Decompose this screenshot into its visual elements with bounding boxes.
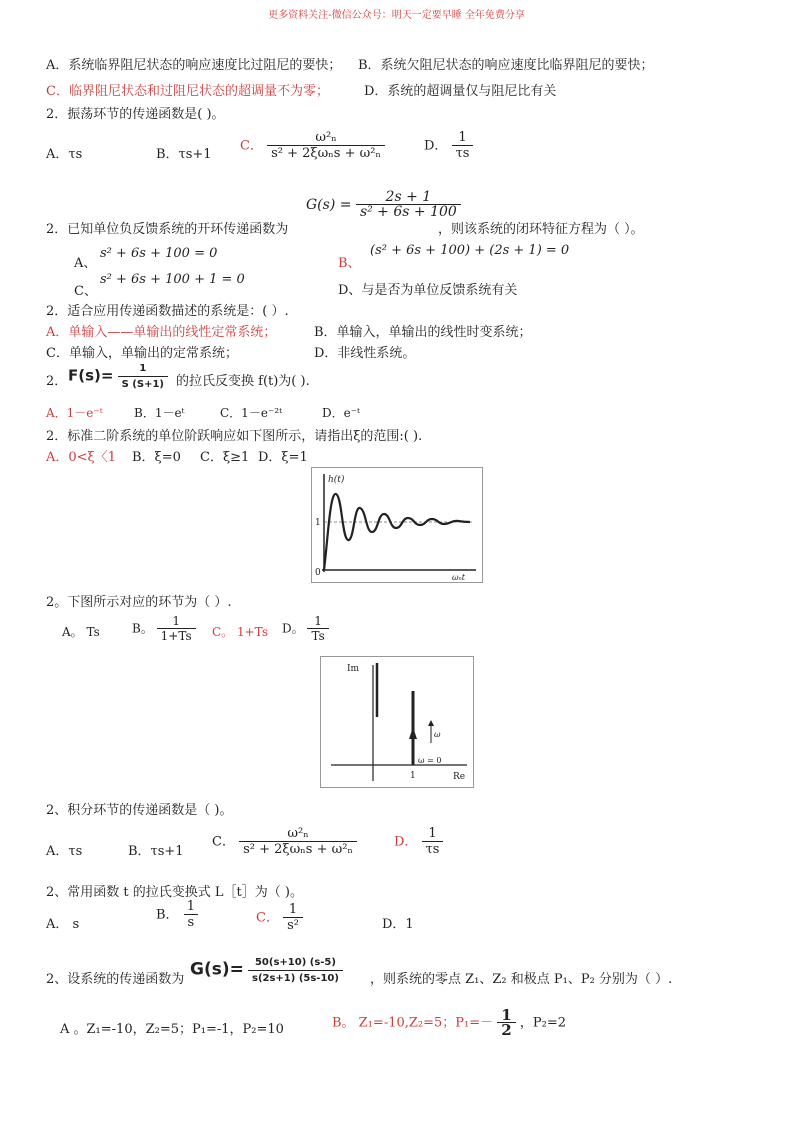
q9-option-b-post: ，P₂=2: [519, 1015, 566, 1031]
q7-option-c-denominator: s² + 2ξωₙs + ω²ₙ: [239, 841, 357, 857]
q3-option-a: A．单输入——单输出的线性定常系统；: [46, 325, 277, 340]
q8-option-c-label: C．: [256, 910, 279, 926]
page-header: 更多资料关注-微信公众号：明天一定要早睡 全年免费分享: [268, 10, 525, 21]
q4-option-d: D．e⁻ᵗ: [322, 406, 361, 420]
q2-tf-denominator: s² + 6s + 100: [356, 204, 461, 220]
q7-option-b: B．τs+1: [128, 844, 184, 859]
q6-option-d-fraction: [307, 614, 328, 644]
q7-option-c-fraction: [239, 827, 357, 857]
q9-g-denominator: s(2s+1) (5s-10): [248, 970, 343, 986]
origin-label: 0: [315, 568, 321, 578]
q8-option-b-fraction: [183, 900, 199, 930]
q9-transfer-function: [190, 956, 343, 986]
q8-option-c-fraction: [283, 903, 303, 933]
q7-option-a: A．τs: [46, 844, 83, 859]
real-axis-label: Re: [453, 772, 466, 782]
level-one-label: 1: [315, 518, 321, 528]
q2-stem-pre: 2．已知单位负反馈系统的开环传递函数为: [46, 222, 289, 237]
q8-option-b-numerator: 1: [186, 899, 195, 914]
q4-stem-post: 的拉氏反变换 f(t)为( ).: [176, 374, 310, 389]
q2-option-d: D、与是否为单位反馈系统有关: [338, 283, 518, 298]
q7-option-d-numerator: 1: [428, 826, 437, 841]
q9-option-b-fraction: [497, 1008, 515, 1038]
q2-stem-post: ，则该系统的闭环特征方程为（ ）。: [438, 222, 644, 237]
q3-stem: 2．适合应用传递函数描述的系统是：( ）.: [46, 304, 289, 319]
q0-option-b: B．系统欠阻尼状态的响应速度比临界阻尼的要快；: [358, 58, 654, 73]
q1-option-c: [240, 131, 385, 161]
q5-option-c: C．ξ≥1: [200, 450, 250, 465]
q2-tf-fraction: [356, 190, 461, 220]
q3-option-d: D．非线性系统。: [314, 346, 416, 361]
q6-option-b-denominator: 1+Ts: [157, 628, 196, 644]
q1-option-d-denominator: τs: [452, 145, 474, 161]
q3-option-c: C．单输入，单输出的定常系统；: [46, 346, 238, 361]
q4-number: 2．: [46, 374, 68, 389]
q8-option-d: D．1: [382, 917, 414, 932]
q6-option-d-label: D。: [282, 621, 304, 636]
q2-option-c: s² + 6s + 100 + 1 = 0: [100, 272, 245, 287]
q9-g-numerator: 50(s+10) (s-5): [254, 957, 336, 968]
q4-f-numerator: 1: [139, 363, 147, 374]
q5-option-b: B．ξ=0: [132, 450, 181, 465]
q7-option-d: [394, 827, 443, 857]
q7-option-c-label: C．: [212, 834, 235, 850]
q2-option-a-label: A、: [74, 256, 97, 271]
imag-axis-label: Im: [347, 664, 360, 674]
q5-option-a: A．0<ξ〈1: [46, 450, 116, 465]
nyquist-figure: [320, 656, 474, 788]
q9-g-lhs: G(s)=: [190, 959, 244, 980]
q7-option-d-label: D．: [394, 834, 418, 850]
q4-option-b: B．1－eᵗ: [134, 406, 185, 420]
q9-option-b: [332, 1008, 566, 1038]
q7-option-c-numerator: ω²ₙ: [287, 826, 309, 841]
q1-option-d: [424, 131, 473, 161]
q0-option-a: A．系统临界阻尼状态的响应速度比过阻尼的要快；: [46, 58, 342, 73]
q4-option-c: C．1－e⁻²ᵗ: [220, 406, 283, 420]
q4-f-lhs: F(s)=: [68, 366, 114, 385]
q1-option-c-denominator: s² + 2ξωₙs + ω²ₙ: [267, 145, 385, 161]
q0-option-d: D．系统的超调量仅与阻尼比有关: [364, 84, 557, 99]
q8-option-b-label: B．: [156, 907, 179, 923]
q3-option-b: B．单输入，单输出的线性时变系统；: [314, 325, 532, 340]
q6-option-d: [282, 614, 329, 644]
q9-g-fraction: [248, 956, 343, 986]
q1-option-d-numerator: 1: [458, 130, 467, 145]
q2-option-c-label: C、: [74, 284, 97, 299]
step-response-figure: [311, 467, 483, 583]
q4-f-denominator: S (S+1): [118, 376, 168, 392]
q6-option-b-label: B。: [132, 621, 153, 636]
q6-option-d-denominator: Ts: [307, 628, 328, 644]
q9-stem-pre: 2、设系统的传递函数为: [46, 972, 185, 987]
q2-option-b-label: B、: [338, 256, 361, 271]
response-curve: [324, 494, 470, 570]
q8-option-b-denominator: s: [184, 914, 199, 930]
q5-stem: 2．标准二阶系统的单位阶跃响应如下图所示，请指出ξ的范围:( ).: [46, 429, 423, 444]
x-axis-label: ωₙt: [452, 573, 465, 582]
q8-stem: 2、常用函数 t 的拉氏变换式 L［t］为（ )。: [46, 885, 303, 900]
q1-option-d-fraction: [452, 131, 474, 161]
q9-option-a: A 。Z₁=-10，Z₂=5；P₁=-1，P₂=10: [60, 1022, 284, 1037]
q6-option-b-numerator: 1: [172, 614, 180, 628]
q1-stem: 2．振荡环节的传递函数是( )。: [46, 107, 225, 122]
q9-option-b-denominator: 2: [497, 1022, 515, 1038]
step-response-plot: [312, 468, 482, 582]
q6-option-c: C。 1+Ts: [212, 625, 268, 639]
q4-option-a: A．1－e⁻ᵗ: [46, 406, 103, 420]
q8-option-b: [156, 900, 199, 930]
q4-laplace-expression: [68, 362, 168, 392]
q5-option-d: D．ξ=1: [258, 450, 308, 465]
q9-option-b-pre: B。 Z₁=-10,Z₂=5；P₁=－: [332, 1015, 494, 1031]
omega-label: ω: [434, 730, 441, 739]
q6-stem: 2。下图所示对应的环节为（ ）.: [46, 595, 232, 610]
q6-option-b-fraction: [157, 614, 196, 644]
q9-option-b-numerator: 1: [501, 1006, 512, 1024]
q8-option-c: [256, 903, 303, 933]
q1-option-c-numerator: ω²ₙ: [315, 130, 337, 145]
q1-option-c-fraction: [267, 131, 385, 161]
q1-option-d-label: D．: [424, 138, 448, 154]
q7-option-c: [212, 827, 357, 857]
q4-f-fraction: [118, 362, 168, 392]
q1-option-b: B．τs+1: [156, 147, 212, 162]
q2-tf-lhs: G(s) =: [306, 197, 352, 213]
q8-option-c-denominator: s²: [283, 917, 303, 933]
q2-tf-numerator: 2s + 1: [385, 189, 432, 205]
q6-option-b: [132, 614, 196, 644]
nyquist-plot: [321, 657, 473, 787]
q7-stem: 2、积分环节的传递函数是（ )。: [46, 803, 233, 818]
q1-option-c-label: C．: [240, 138, 263, 154]
unit-point-label: 1: [410, 771, 416, 781]
q2-open-loop-tf: [306, 190, 461, 220]
q6-option-d-numerator: 1: [314, 614, 322, 628]
omega-zero-label: ω = 0: [418, 756, 442, 765]
y-axis-label: h(t): [328, 475, 345, 485]
q8-option-a: A． s: [46, 917, 80, 932]
q6-option-a: A。 Ts: [62, 625, 100, 639]
q7-option-d-denominator: τs: [422, 841, 444, 857]
q2-option-a: s² + 6s + 100 = 0: [100, 246, 218, 261]
q2-option-b: (s² + 6s + 100) + (2s + 1) = 0: [370, 243, 570, 258]
locus-direction-arrow: [409, 727, 417, 739]
q1-option-a: A．τs: [46, 147, 83, 162]
q0-option-c: C．临界阻尼状态和过阻尼状态的超调量不为零；: [46, 84, 329, 99]
q9-stem-post: ，则系统的零点 Z₁、Z₂ 和极点 P₁、P₂ 分别为（ ）.: [370, 972, 673, 987]
q7-option-d-fraction: [422, 827, 444, 857]
q8-option-c-numerator: 1: [288, 902, 298, 917]
